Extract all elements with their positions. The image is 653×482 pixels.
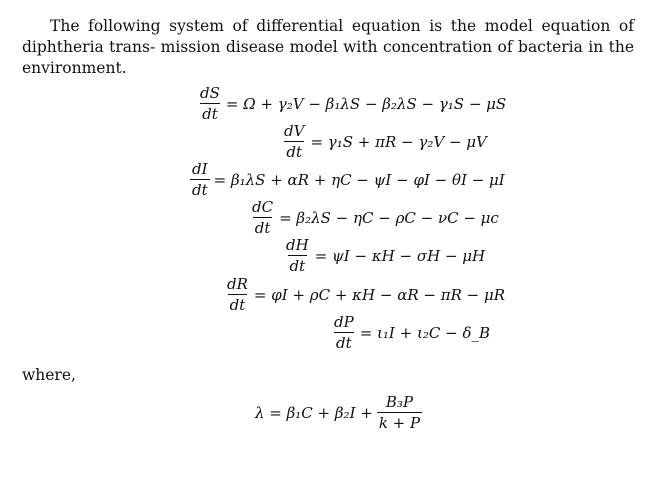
lambda-lhs: λ = β₁C + β₂I + (255, 403, 373, 422)
equation-dC (250, 199, 499, 236)
equation-dR (225, 276, 505, 313)
fraction-numerator: dP (334, 313, 354, 331)
fraction-denominator: dt (289, 257, 306, 275)
equation-rhs: = γ₁S + πR − γ₂V − μV (310, 132, 487, 151)
fraction-denominator: dt (336, 334, 352, 352)
fraction (284, 237, 311, 274)
fraction (225, 276, 250, 313)
fraction-denominator: dt (202, 105, 218, 123)
fraction-numerator: dV (284, 122, 305, 140)
fraction (282, 123, 306, 160)
fraction-numerator: dR (227, 275, 248, 293)
fraction (332, 314, 356, 351)
equation-rhs: = Ω + γ₂V − β₁λS − β₂λS − γ₁S − μS (225, 94, 507, 113)
equation-dP (332, 314, 490, 351)
intro-paragraph: The following system of differential equation is the model equation of diphtheria trans- mission disease model with concentration of bacteria in the environment. (22, 17, 634, 77)
fraction-denominator: dt (229, 296, 246, 314)
fraction (250, 199, 275, 236)
equation-dI (190, 161, 505, 198)
equation-rhs: = φI + ρC + κH − αR − πR − μR (253, 285, 506, 304)
equation-dV (282, 123, 487, 160)
equation-dS (198, 85, 506, 122)
equation-dH (284, 237, 485, 274)
fraction-numerator: dS (200, 84, 220, 102)
fraction-numerator: dC (252, 198, 274, 216)
equation-rhs: = β₂λS − ηC − ρC − νC − μc (279, 208, 499, 227)
equation-rhs: = ι₁I + ι₂C − δ_B (359, 323, 490, 342)
fraction (377, 394, 422, 431)
where-label: where, (22, 366, 76, 384)
fraction-numerator: dI (192, 160, 208, 178)
fraction-denominator: dt (192, 181, 208, 199)
equation-rhs: = β₁λS + αR + ηC − ψI − φI − θI − μI (213, 170, 505, 189)
lambda-definition (255, 394, 426, 431)
fraction (198, 85, 222, 122)
fraction-denominator: dt (254, 219, 271, 237)
fraction (190, 161, 210, 198)
equation-rhs: = ψI − κH − σH − μH (314, 246, 486, 265)
fraction-denominator: k + P (378, 414, 421, 432)
fraction-denominator: dt (286, 143, 303, 161)
fraction-numerator: dH (286, 236, 309, 254)
fraction-numerator: B₃P (385, 393, 414, 411)
